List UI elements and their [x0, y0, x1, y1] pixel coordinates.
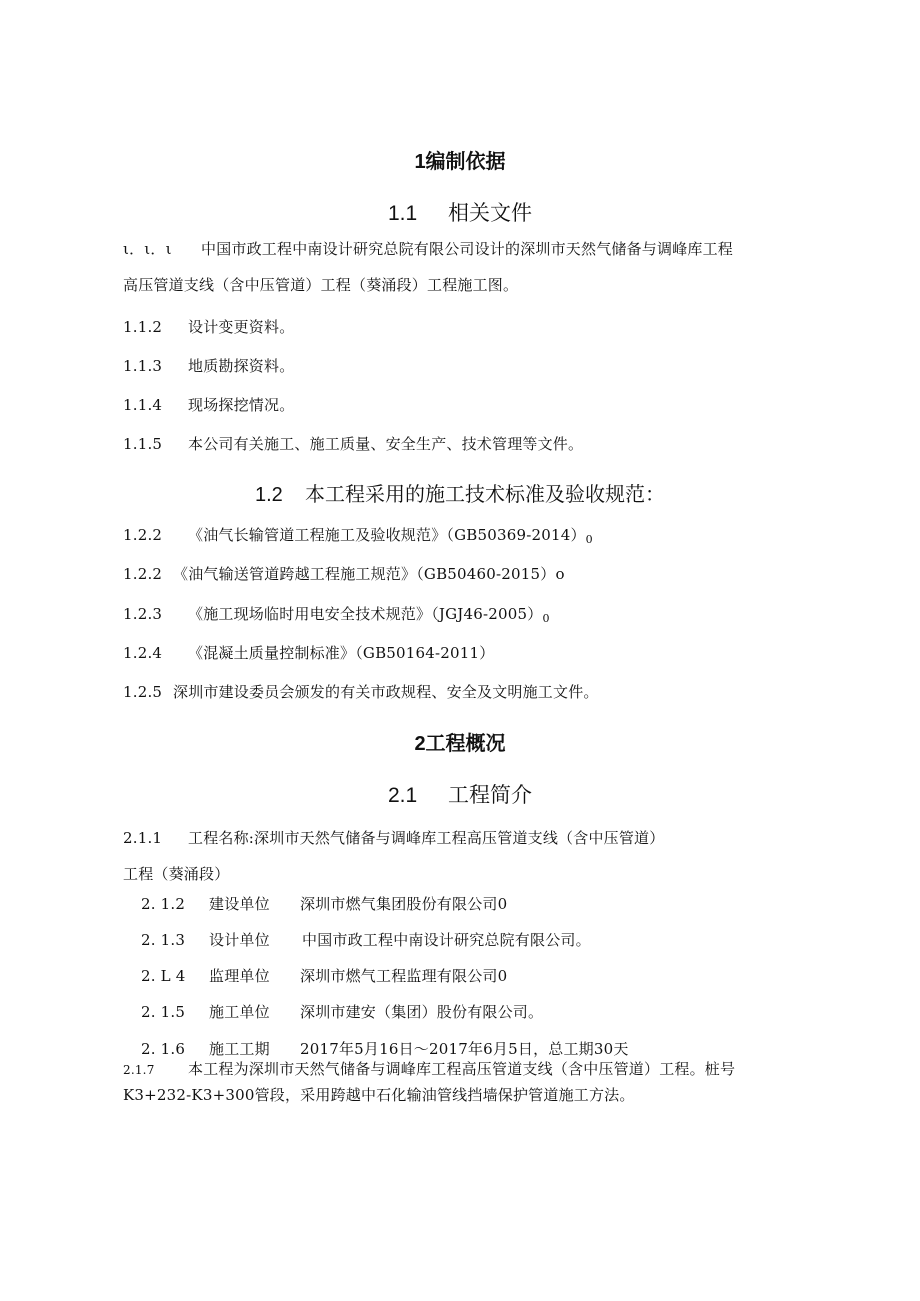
item-1-1-1-continued — [123, 274, 518, 295]
item-1-2-3 — [123, 603, 550, 625]
item-text: K3+232-K3+300管段，采用跨越中石化输油管线挡墙保护管道施工方法。 — [123, 1086, 635, 1104]
item-1-2-2b — [123, 563, 565, 584]
item-2-1-1 — [123, 827, 664, 848]
unit-value: 深圳市建安（集团）股份有限公司。 — [300, 1003, 544, 1021]
unit-label: 建设单位 — [209, 895, 270, 913]
item-text: 《混凝土质量控制标准》（GB50164-2011） — [188, 644, 495, 662]
section-2-1-number: 2.1 — [388, 784, 418, 807]
unit-value: 深圳市燃气集团股份有限公司0 — [300, 895, 508, 913]
section-2-1-heading — [0, 779, 920, 809]
unit-row-supervision — [141, 965, 507, 986]
section-1-2-number: 1.2 — [255, 484, 283, 506]
section-2-title: 2工程概况 — [414, 733, 506, 755]
item-number: 2.1.1 — [123, 829, 163, 847]
item-number: 1.2.3 — [123, 605, 163, 623]
item-text: 工程名称:深圳市天然气储备与调峰库工程高压管道支线（含中压管道） — [188, 829, 665, 847]
section-1-2-title: 本工程采用的施工技术标准及验收规范： — [305, 484, 665, 506]
item-2-1-7 — [123, 1058, 735, 1079]
item-1-1-2 — [123, 316, 294, 337]
unit-row-design — [141, 929, 591, 950]
item-text: 地质勘探资料。 — [188, 357, 295, 375]
item-1-2-4 — [123, 642, 494, 663]
unit-value: 中国市政工程中南设计研究总院有限公司。 — [302, 931, 591, 949]
item-text: 设计变更资料。 — [188, 318, 295, 336]
section-2-1-title: 工程简介 — [448, 784, 532, 807]
section-1-title: 1编制依据 — [414, 151, 506, 173]
item-2-1-7-continued — [123, 1084, 635, 1105]
item-suffix: 0 — [542, 612, 550, 625]
item-text: 《油气输送管道跨越工程施工规范》（GB50460-2015）o — [173, 565, 565, 583]
item-text: 中国市政工程中南设计研究总院有限公司设计的深圳市天然气储备与调峰库工程 — [201, 240, 734, 258]
item-number: 1.2.2 — [123, 565, 163, 583]
item-text: 本工程为深圳市天然气储备与调峰库工程高压管道支线（含中压管道）工程。桩号 — [188, 1060, 736, 1078]
unit-value: 深圳市燃气工程监理有限公司0 — [300, 967, 508, 985]
item-1-1-4 — [123, 394, 294, 415]
item-number: 2. 1.3 — [141, 931, 186, 949]
item-number: 1.2.2 — [123, 526, 163, 544]
item-1-2-5 — [123, 681, 599, 702]
item-number: ι．ι．ι — [123, 240, 172, 258]
item-number: 2.1.7 — [123, 1063, 155, 1077]
item-text: 深圳市建设委员会颁发的有关市政规程、安全及文明施工文件。 — [173, 683, 599, 701]
item-text: 工程（葵涌段） — [123, 865, 230, 883]
unit-row-construction — [141, 1001, 543, 1022]
item-text: 高压管道支线（含中压管道）工程（葵涌段）工程施工图。 — [123, 276, 519, 294]
item-number: 2. L 4 — [141, 967, 186, 985]
item-1-1-5 — [123, 433, 583, 454]
item-text: 《油气长输管道工程施工及验收规范》（GB50369-2014） — [188, 526, 586, 544]
unit-label: 施工单位 — [209, 1003, 270, 1021]
item-suffix: 0 — [585, 533, 593, 546]
item-number: 2. 1.6 — [141, 1040, 186, 1058]
item-number: 1.1.5 — [123, 435, 163, 453]
unit-label: 设计单位 — [209, 931, 270, 949]
section-1-1-heading — [0, 197, 920, 227]
item-number: 1.2.5 — [123, 683, 163, 701]
item-1-1-1 — [123, 238, 733, 259]
item-1-2-2a — [123, 524, 593, 546]
item-number: 2. 1.5 — [141, 1003, 186, 1021]
item-2-1-1-continued — [123, 863, 229, 884]
section-1-1-number: 1.1 — [388, 202, 418, 225]
section-1-2-heading — [0, 478, 920, 507]
unit-value: 2017年5月16日～2017年6月5日，总工期30天 — [300, 1040, 629, 1058]
item-number: 1.2.4 — [123, 644, 163, 662]
item-text: 《施工现场临时用电安全技术规范》（JGJ46-2005） — [188, 605, 543, 623]
item-number: 1.1.4 — [123, 396, 163, 414]
unit-row-build — [141, 893, 507, 914]
unit-label: 施工工期 — [209, 1040, 270, 1058]
section-1-1-title: 相关文件 — [448, 202, 532, 225]
item-text: 现场探挖情况。 — [188, 396, 295, 414]
unit-row-schedule — [141, 1038, 629, 1059]
item-1-1-3 — [123, 355, 294, 376]
unit-label: 监理单位 — [209, 967, 270, 985]
item-text: 本公司有关施工、施工质量、安全生产、技术管理等文件。 — [188, 435, 584, 453]
item-number: 2. 1.2 — [141, 895, 186, 913]
item-number: 1.1.2 — [123, 318, 163, 336]
item-number: 1.1.3 — [123, 357, 163, 375]
